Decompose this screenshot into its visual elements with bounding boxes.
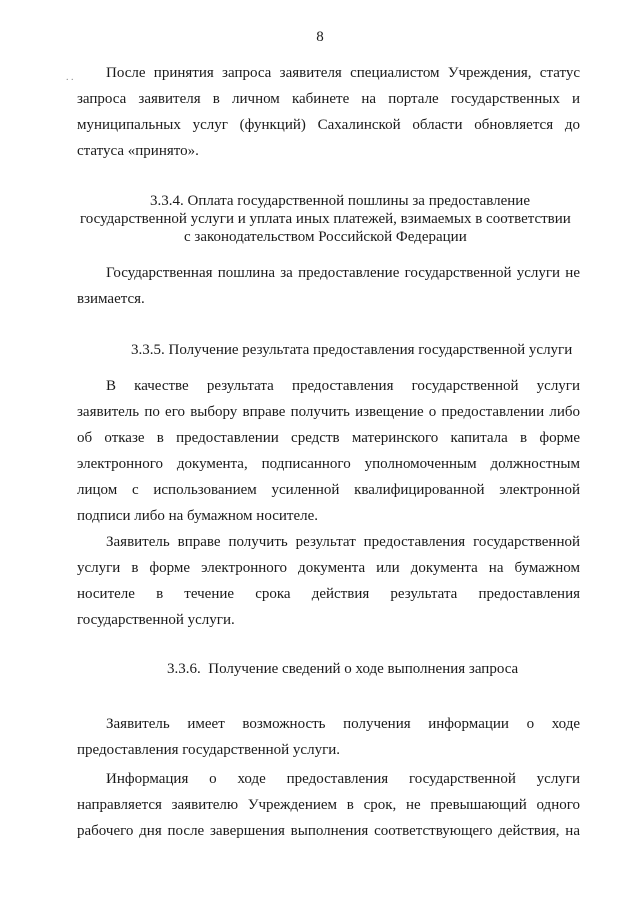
text-line: электронного документа, подписанного уполномоченным должностным bbox=[77, 456, 580, 472]
text-line: Заявитель имеет возможность получения информации о ходе bbox=[106, 716, 580, 732]
text-line: услуги в форме электронного документа или документа на бумажном bbox=[77, 560, 580, 576]
text-line: После принятия запроса заявителя специалистом Учреждения, статус bbox=[106, 65, 580, 81]
text-line: Государственная пошлина за предоставление государственной услуги не bbox=[106, 265, 580, 281]
section-heading-3-3-6: 3.3.6. Получение сведений о ходе выполнения запроса bbox=[167, 661, 519, 677]
text-line: статуса «принято». bbox=[77, 143, 199, 159]
text-line: муниципальных услуг (функций) Сахалинской области обновляется до bbox=[77, 117, 580, 133]
text-line: носителе в течение срока действия результата предоставления bbox=[77, 586, 580, 602]
text-line: Заявитель вправе получить результат предоставления государственной bbox=[106, 534, 580, 550]
text-line: об отказе в предоставлении средств материнского капитала в форме bbox=[77, 430, 580, 446]
heading-line: государственной услуги и уплата иных платежей, взимаемых в соответствии bbox=[80, 211, 571, 227]
text-line: запроса заявителя в личном кабинете на портале государственных и bbox=[77, 91, 580, 107]
text-line: заявитель по его выбору вправе получить извещение о предоставлении либо bbox=[77, 404, 580, 420]
text-line: взимается. bbox=[77, 291, 145, 307]
text-line: В качестве результата предоставления государственной услуги bbox=[106, 378, 580, 394]
text-line: Информация о ходе предоставления государственной услуги bbox=[106, 771, 580, 787]
text-line: рабочего дня после завершения выполнения соответствующего действия, на bbox=[77, 823, 580, 839]
heading-line: 3.3.4. Оплата государственной пошлины за предоставление bbox=[150, 193, 530, 209]
heading-line: с законодательством Российской Федерации bbox=[184, 229, 467, 245]
section-heading-3-3-5: 3.3.5. Получение результата предоставления государственной услуги bbox=[131, 342, 573, 358]
text-line: государственной услуги. bbox=[77, 612, 235, 628]
text-line: лицом с использованием усиленной квалифицированной электронной bbox=[77, 482, 580, 498]
page-number: 8 bbox=[316, 29, 324, 45]
text-line: предоставления государственной услуги. bbox=[77, 742, 341, 758]
text-line: направляется заявителю Учреждением в срок, не превышающий одного bbox=[77, 797, 580, 813]
scan-speck: . . bbox=[66, 72, 74, 83]
text-line: подписи либо на бумажном носителе. bbox=[77, 508, 318, 524]
